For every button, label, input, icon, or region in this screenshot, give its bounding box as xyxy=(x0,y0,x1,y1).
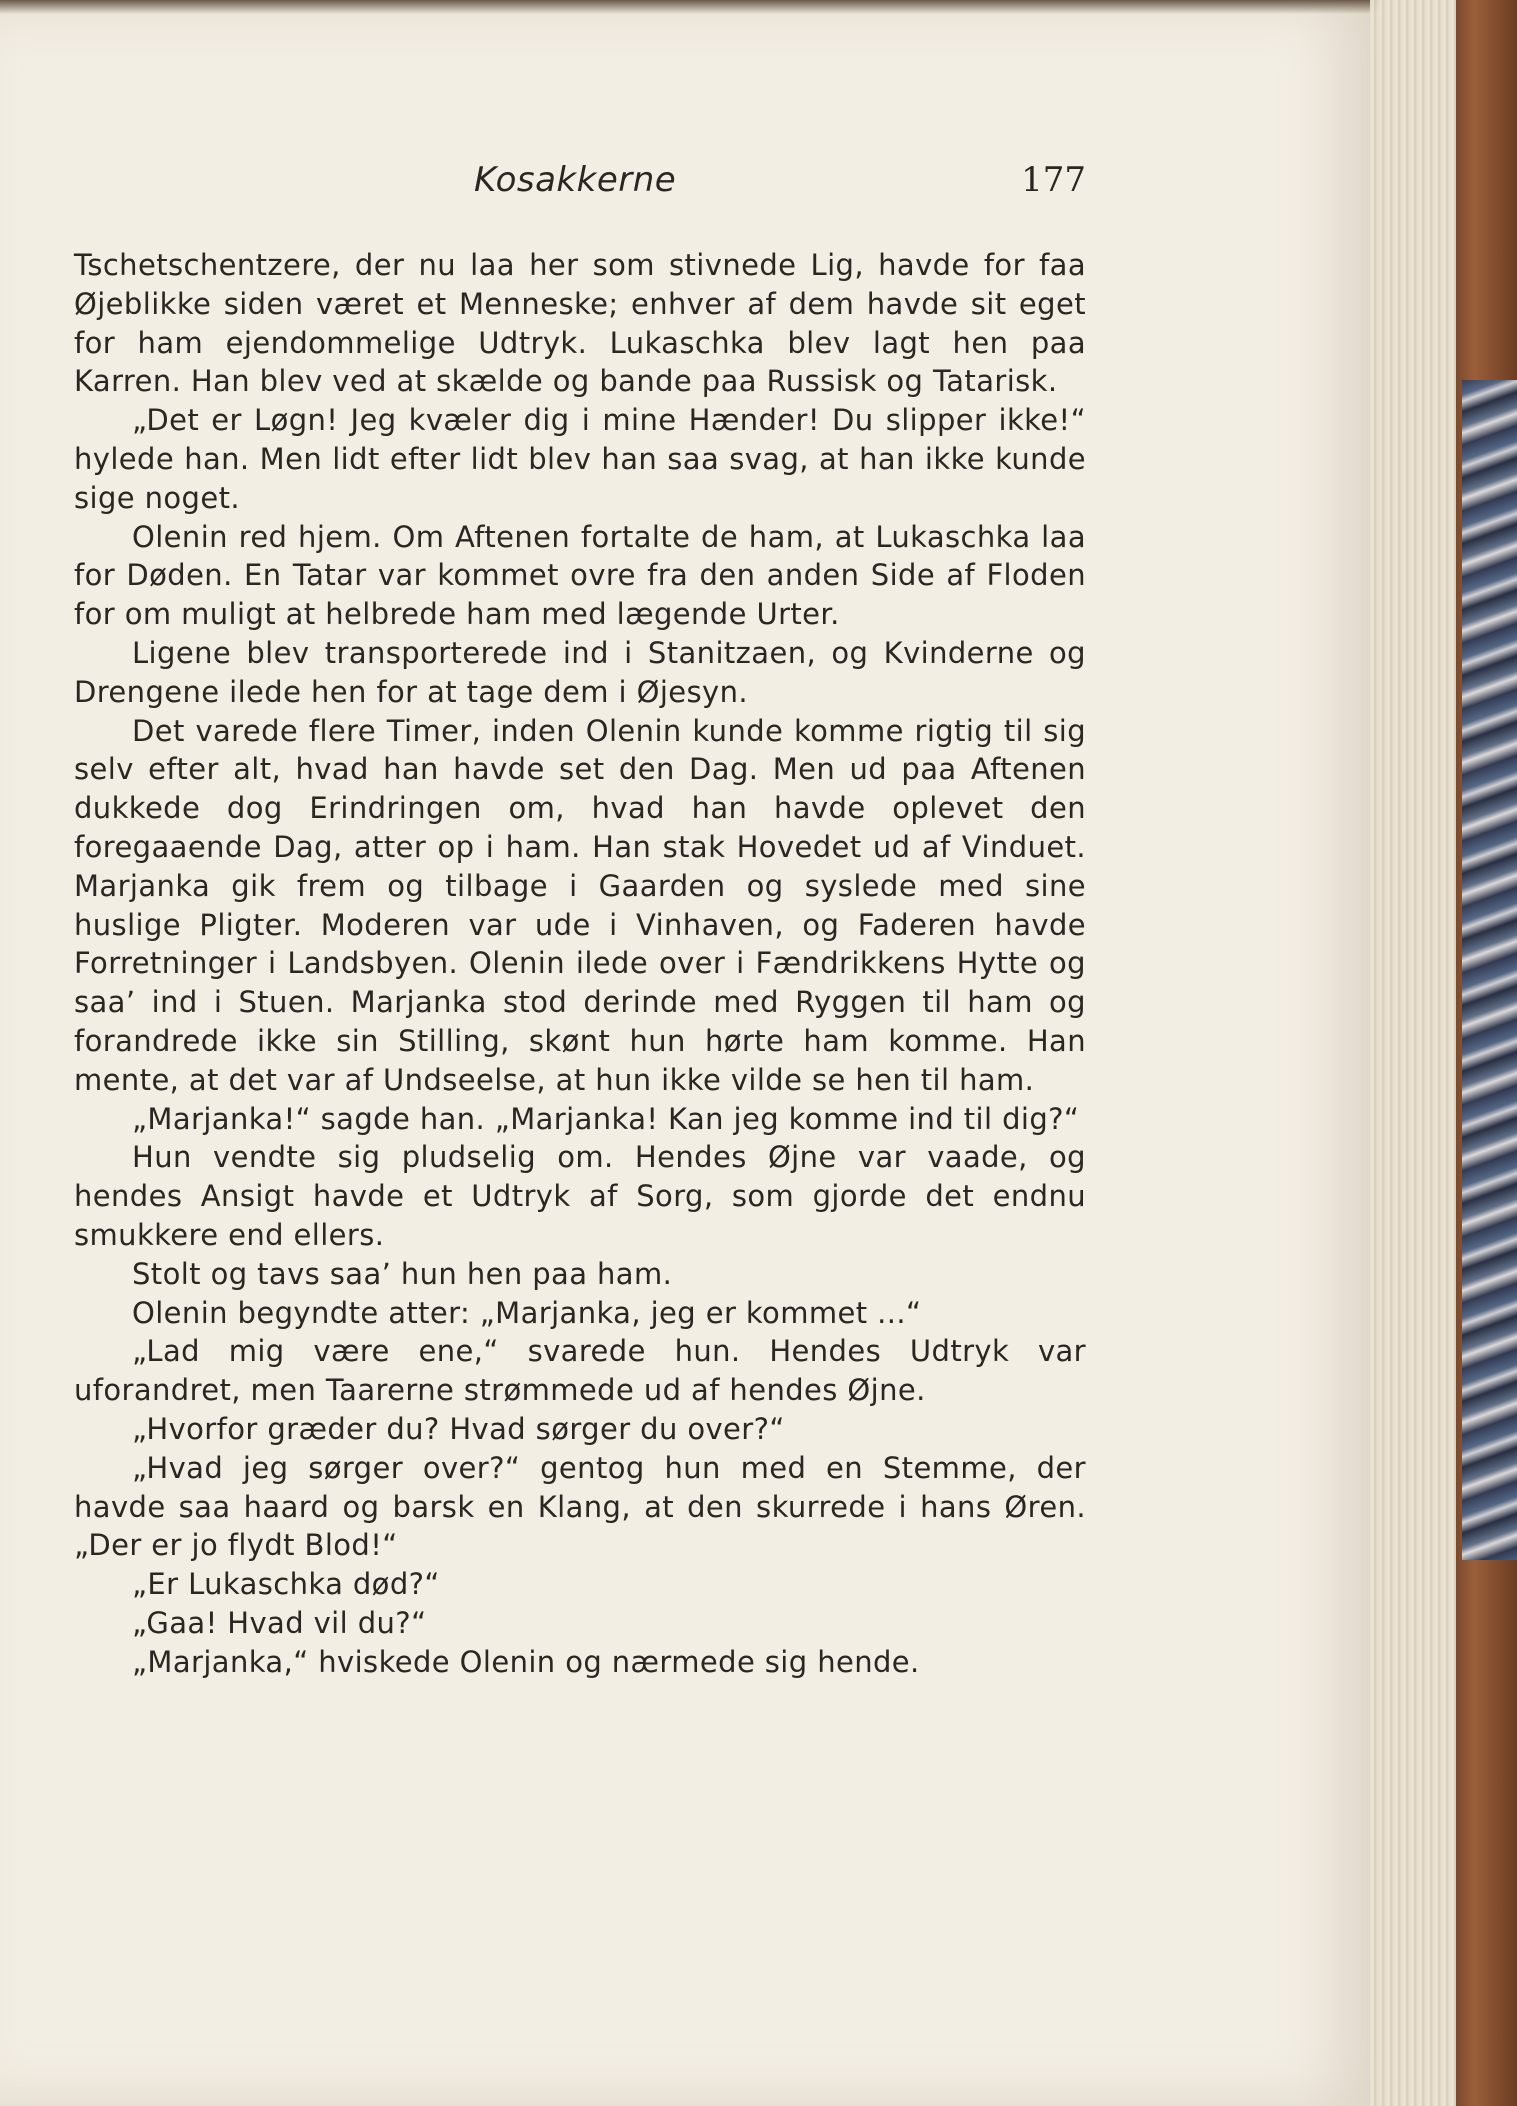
paragraph: Tschetschentzere, der nu laa her som stivnede Lig, havde for faa Øjeblikke siden været et Menneske; enhver af dem havde sit eget for ham ejendommelige Udtryk. Lukaschka blev lagt hen paa Karren. Han blev ved at skælde og bande paa Russisk og Tatarisk. xyxy=(74,248,1086,399)
paragraph: Stolt og tavs saa’ hun hen paa ham. xyxy=(132,1256,673,1291)
paragraph: „Gaa! Hvad vil du?“ xyxy=(132,1605,427,1640)
paragraph: Olenin red hjem. Om Aftenen fortalte de ham, at Lukaschka laa for Døden. En Tatar var kommet ovre fra den anden Side af Floden for om muligt at helbrede ham med lægende Urter. xyxy=(74,519,1086,632)
paragraph: „Er Lukaschka død?“ xyxy=(132,1567,440,1602)
paragraph: „Hvad jeg sørger over?“ gentog hun med en Stemme, der havde saa haard og barsk en Klang, at den skurrede i hans Øren. „Der er jo flydt Blod!“ xyxy=(74,1450,1086,1563)
paragraph: „Marjanka,“ hviskede Olenin og nærmede sig hende. xyxy=(132,1644,920,1679)
paragraph: „Det er Løgn! Jeg kvæler dig i mine Hænder! Du slipper ikke!“ hylede han. Men lidt efter lidt blev han saa svag, at han ikke kunde sige noget. xyxy=(74,403,1086,515)
marbled-endpaper xyxy=(1462,380,1517,1560)
paragraph: Olenin begyndte atter: „Marjanka, jeg er kommet ...“ xyxy=(132,1295,922,1330)
paragraph: „Marjanka!“ sagde han. „Marjanka! Kan jeg komme ind til dig?“ xyxy=(132,1101,1080,1136)
paragraph: Hun vendte sig pludselig om. Hendes Øjne var vaade, og hendes Ansigt havde et Udtryk af Sorg, som gjorde det endnu smukkere end ellers. xyxy=(74,1140,1086,1252)
page-body-text xyxy=(74,246,1086,1681)
page-block-edge xyxy=(1370,0,1458,2106)
paragraph: „Hvorfor græder du? Hvad sørger du over?“ xyxy=(132,1411,785,1446)
paragraph: „Lad mig være ene,“ svarede hun. Hendes Udtryk var uforandret, men Taarerne strømmede ud af hendes Øjne. xyxy=(74,1334,1086,1408)
paragraph: Ligene blev transporterede ind i Stanitzaen, og Kvinderne og Drengene ilede hen for at tage dem i Øjesyn. xyxy=(74,635,1086,709)
paragraph: Det varede flere Timer, inden Olenin kunde komme rigtig til sig selv efter alt, hvad han havde set den Dag. Men ud paa Aftenen dukkede dog Erindringen om, hvad han havde oplevet den foregaaende Dag, atter op i ham. Han stak Hovedet ud af Vinduet. Marjanka gik frem og tilbage i Gaarden og syslede med sine huslige Pligter. Moderen var ude i Vinhaven, og Faderen havde Forretninger i Landsbyen. Olenin ilede over i Fændrikkens Hytte og saa’ ind i Stuen. Marjanka stod derinde med Ryggen til ham og forandrede ikke sin Stilling, skønt hun hørte ham komme. Han mente, at det var af Undseelse, at hun ikke vilde se hen til ham. xyxy=(74,713,1086,1097)
page-header xyxy=(74,160,1086,208)
top-edge-shadow xyxy=(0,0,1380,14)
running-title: Kosakkerne xyxy=(474,160,677,200)
page-number: 177 xyxy=(1021,160,1086,200)
